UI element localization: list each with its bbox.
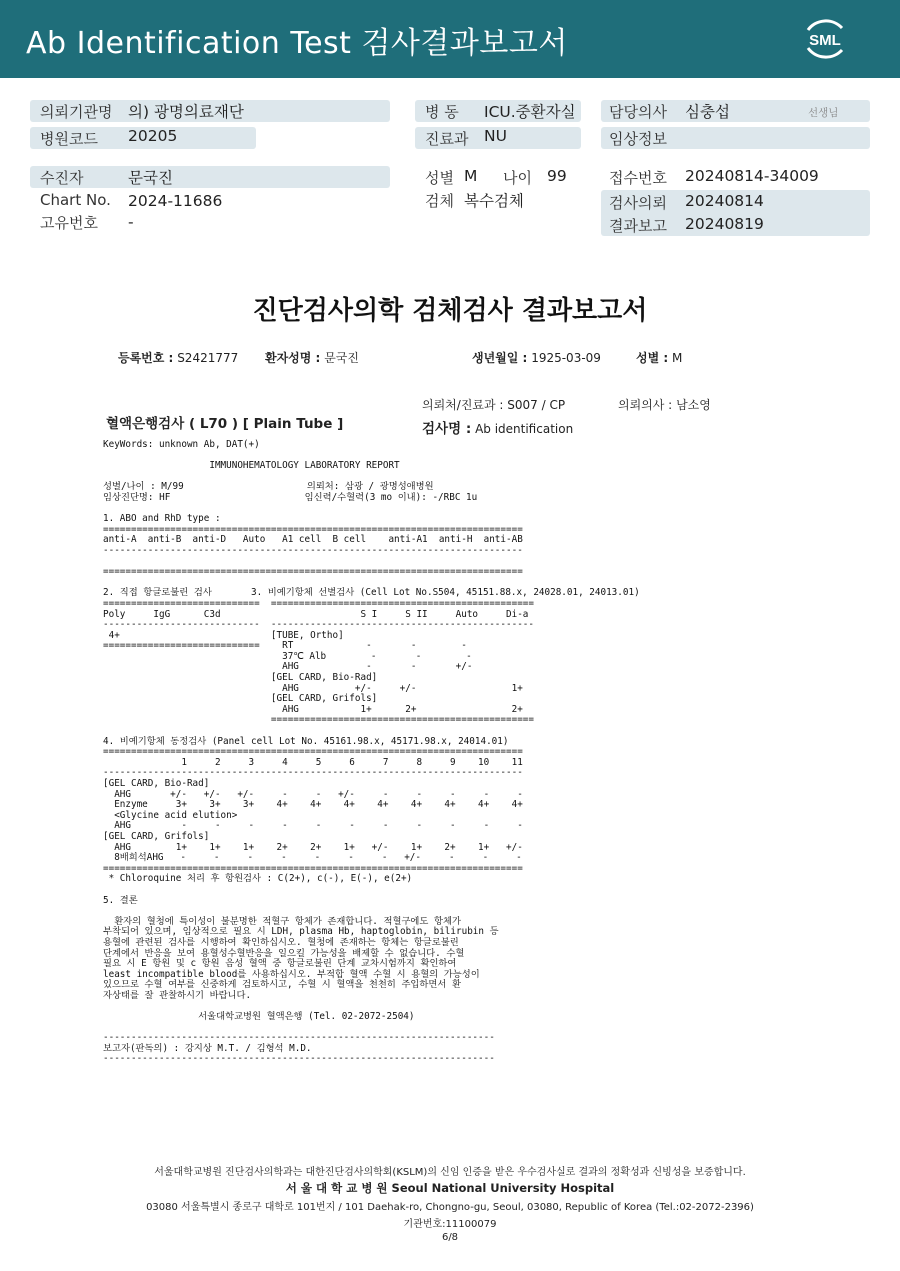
sml-logo	[800, 14, 850, 64]
sex-doc-value: M	[672, 351, 683, 365]
chart-value: 2024-11686	[128, 192, 223, 210]
institution-value: 의) 광명의료재단	[128, 103, 244, 121]
specimen-label: 검체	[425, 192, 454, 210]
svg-text:SML: SML	[809, 32, 841, 49]
reg-value: S2421777	[177, 351, 239, 365]
ward-value: ICU.중환자실	[484, 103, 576, 121]
result-label: 결과보고	[609, 217, 667, 235]
lab-report-text: KeyWords: unknown Ab, DAT(+) IMMUNOHEMATOLOGY LABORATORY REPORT 성별/나이 : M/99 의뢰처: 삼광 / 광명성애병원 임상진단명: HF 임신력/수혈력(3 mo 이내): -/RBC 1u 1. ABO and RhD type : =========================================================================== anti-A anti-B anti-D Auto A1 cell B cell anti-A1 anti-H anti-AB --------------------------------------------------------------------------- =========================================================================== 2. 직접 항글로불린 검사 3. 비예기항체 선별검사 (Cell Lot No.S504, 45151.88.x, 24028.01, 24013.01) ============================ =============================================== Poly IgG C3d S I S II Auto Di-a ---------------------------- ----------------------------------------------- 4+ [TUBE, Ortho] ============================ RT - - - 37℃ Alb - - - AHG - - +/- [GEL CARD, Bio-Rad] AHG +/- +/- 1+ [GEL CARD, Grifols] AHG 1+ 2+ 2+ =============================================== 4. 비예기항체 동정검사 (Panel cell Lot No. 45161.98.x, 45171.98.x, 24014.01) =========================================================================== 1 2 3 4 5 6 7 8 9 10 11 --------------------------------------------------------------------------- [GEL CARD, Bio-Rad] AHG +/- +/- +/- - - +/- - - - - - Enzyme 3+ 3+ 3+ 4+ 4+ 4+ 4+ 4+ 4+ 4+ 4+ <Glycine acid elution> AHG - - - - - - - - - - - [GEL CARD, Grifols] AHG 1+ 1+ 1+ 2+ 2+ 1+ +/- 1+ 2+ 1+ +/- 8배희석AHG - - - - - - - +/- - - - =========================================================================== * Chloroquine 처리 후 항원검사 : C(2+), c(-), E(-), e(2+) 5. 결론 환자의 혈청에 특이성이 불분명한 적혈구 항체가 존재합니다. 적혈구에도 항체가 부착되어 있으며, 임상적으로 필요 시 LDH, plasma Hb, haptoglobin, bilirubin 등 용혈에 관련된 검사를 시행하여 확인하십시오. 혈청에 존재하는 항체는 항글로불린 단계에서 반응을 보여 용혈성수혈반응을 일으킬 가능성을 배제할 수 없습니다. 수혈 필요 시 E 항원 및 c 항원 음성 혈액 중 항글로불린 단계 교차시험까지 확인하여 least incompatible blood를 사용하십시오. 부적합 혈액 수혈 시 용혈의 가능성이 있으므로 수혈 여부를 신중하게 검토하시고, 수혈 시 혈액을 천천히 주입하면서 환 자상태를 잘 관찰하시기 바랍니다. 서울대학교병원 혈액은행 (Tel. 02-2072-2504) ---------------------------------------------------------------------- 보고자(판독의) : 강지상 M.T. / 김형석 M.D. ----------------------------------------------------------------------	[103, 439, 640, 1065]
doctor-label: 담당의사	[609, 103, 667, 121]
receipt-label: 접수번호	[609, 169, 667, 187]
reg-label: 등록번호 :	[118, 351, 174, 365]
patient-value: 문국진	[128, 169, 173, 187]
doctor-value: 심충섭	[685, 103, 730, 121]
code-label: 병원코드	[40, 130, 98, 148]
specimen-value: 복수검체	[464, 192, 524, 210]
birth-value: 1925-03-09	[531, 351, 601, 365]
test-name-label: 검사명 :	[422, 421, 472, 437]
request-label: 검사의뢰	[609, 194, 667, 212]
dept-label: 진료과	[425, 130, 469, 148]
name-value: 문국진	[324, 351, 359, 365]
unique-label: 고유번호	[40, 214, 98, 232]
footer-certification: 서울대학교병원 진단검사의학과는 대한진단검사의학회(KSLM)의 신임 인증을 받은 우수검사실로 결과의 정확성과 신빙성을 보증합니다.	[154, 1167, 746, 1178]
name-label: 환자성명 :	[265, 351, 321, 365]
sex-doc-label: 성별 :	[636, 351, 669, 365]
age-value: 99	[547, 167, 567, 185]
test-name-value: Ab identification	[475, 422, 574, 436]
req-dept-value: S007 / CP	[507, 398, 566, 412]
dept-value: NU	[484, 127, 507, 145]
ward-label: 병 동	[425, 103, 459, 121]
institution-label: 의뢰기관명	[40, 103, 113, 121]
age-label: 나이	[503, 169, 532, 187]
footer-address: 03080 서울특별시 종로구 대학로 101번지 / 101 Daehak-ro, Chongno-gu, Seoul, 03080, Republic of Korea (Tel.:02-2072-2396)	[146, 1202, 754, 1213]
req-dept-label: 의뢰처/진료과 :	[422, 398, 504, 412]
result-value: 20240819	[685, 215, 764, 233]
footer-hospital-name: 서 울 대 학 교 병 원 Seoul National University Hospital	[285, 1181, 615, 1195]
birth-label: 생년월일 :	[472, 351, 528, 365]
unique-value: -	[128, 213, 134, 231]
doctor-suffix: 선생님	[808, 107, 839, 119]
page-number: 6/8	[441, 1232, 459, 1243]
sex-value: M	[464, 167, 478, 185]
report-title: Ab Identification Test 검사결과보고서	[26, 26, 568, 61]
patient-bar	[30, 166, 390, 188]
clinical-label: 임상정보	[609, 130, 667, 148]
request-value: 20240814	[685, 192, 764, 210]
document-title: 진단검사의학 검체검사 결과보고서	[252, 296, 648, 326]
sex-label: 성별	[425, 169, 454, 187]
report-header	[0, 0, 900, 78]
test-category: 혈액은행검사 ( L70 ) [ Plain Tube ]	[106, 416, 344, 432]
footer-institution-number: 기관번호:11100079	[403, 1219, 497, 1230]
code-value: 20205	[128, 127, 178, 145]
req-doctor-label: 의뢰의사 :	[618, 398, 673, 412]
chart-label: Chart No.	[40, 191, 111, 209]
patient-label: 수진자	[40, 169, 84, 187]
req-doctor-value: 남소영	[676, 398, 711, 412]
receipt-value: 20240814-34009	[685, 167, 819, 185]
